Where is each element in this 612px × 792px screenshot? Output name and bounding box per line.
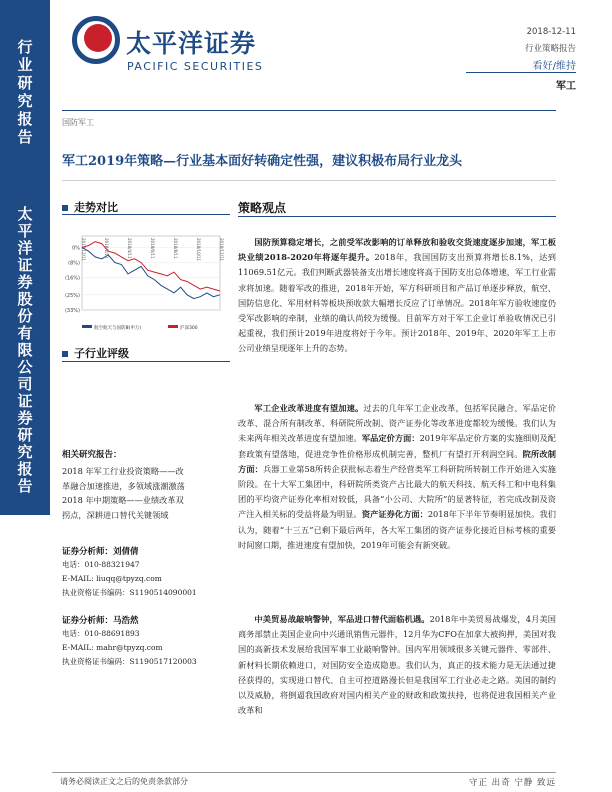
trend-heading: 走势对比 bbox=[62, 199, 118, 215]
related-reports bbox=[62, 464, 234, 522]
sidebar-company-name: 太平洋证券股份有限公司证券研究报告 bbox=[0, 185, 50, 515]
sidebar-report-category: 行业研究报告 bbox=[0, 0, 50, 185]
sub-rating-heading: 子行业评级 bbox=[62, 345, 129, 361]
strategy-rule bbox=[238, 216, 556, 217]
title-rule bbox=[62, 180, 556, 181]
analyst2-info bbox=[62, 627, 197, 669]
report-date: 2018-12-11 bbox=[526, 27, 576, 37]
industry-tag: 国防军工 bbox=[62, 118, 94, 127]
strategy-paragraph-3 bbox=[238, 612, 556, 718]
related-line[interactable]: 革融合加速推进，多领域涨潮激荡 bbox=[62, 480, 185, 491]
analyst2-license: 执业资格证书编码：S1190517120003 bbox=[62, 657, 197, 666]
y-tick-label: (33%) bbox=[64, 308, 80, 314]
strategy-paragraph-1 bbox=[238, 235, 556, 357]
analyst2-email[interactable]: E-MAIL: mahr@tpyzq.com bbox=[62, 643, 163, 652]
legend-label: 航空航天与国防Ⅲ(申万) bbox=[94, 326, 142, 331]
paragraph-body: 2018年中美贸易战爆发，4月美国商务部禁止美国企业向中兴通讯销售元器件，12月华为CFO在加拿大被拘押，美国对我国的高新技术发展给我国军事工业敲响警钟。国内军用领域很多关键元器件、零部件、新材料长期依赖进口，对国防安全造成隐患。我们认为，真正的技术能力是无法通过捷径获得的，实现进口替代、自主可控道路漫长但是我国军工行业必走之路。美国的制约以及威胁，将倒逼我国政府对国内相关产业的财政和政策扶持，也将促进我国相关产业改革和 bbox=[238, 614, 556, 716]
related-line[interactable]: 2018 年军工行业投资策略——改 bbox=[62, 466, 184, 476]
paragraph-body: 兵器工业第58所转企获批标志着生产经营类军工科研院所转制工作开始进入实施阶段。在十大军工集团中，科研院所类资产占比最大的航天科技、航天科工和中电科集团的平均资产证券化率相对较低，具备“小公司、大院所”的显著特征，若完成改制及资产注入相关标的受益将最为明显。 bbox=[238, 463, 556, 520]
logo-mark bbox=[84, 24, 112, 52]
analyst1-heading: 证券分析师：刘倩倩 bbox=[62, 547, 139, 557]
paragraph-subhead: 资产证券化方面： bbox=[361, 509, 428, 520]
x-tick-label: 2018/2/11 bbox=[104, 238, 109, 259]
trend-chart bbox=[58, 228, 228, 343]
related-line[interactable]: 2018 年中期策略——业绩改革双 bbox=[62, 495, 184, 505]
paragraph-body: 2019年军品定价方案的实施细则及配套政策有望落地，促进竞争性价格形成机制完善，整机厂有望打开利润空间。 bbox=[238, 433, 556, 459]
paragraph-subhead: 军品定价方面： bbox=[361, 433, 420, 444]
sub-rating-rule bbox=[62, 361, 230, 362]
paragraph-subhead: 院所改制方面： bbox=[238, 448, 556, 474]
x-tick-label: 2018/4/11 bbox=[127, 238, 132, 259]
analyst1-license: 执业资格证书编码：S1190514090001 bbox=[62, 588, 197, 597]
x-tick-label: 2018/10/11 bbox=[196, 238, 201, 262]
legend-swatch bbox=[82, 325, 92, 328]
x-tick-label: 2018/8/11 bbox=[173, 238, 178, 259]
legend-swatch bbox=[168, 325, 178, 328]
trend-rule bbox=[62, 214, 230, 215]
paragraph-body: 2018年下半年节奏明显加快。我们认为，随着“十三五”已剩下最后两年，各大军工集团的资产证券化接近目标考核的重要时间窗口期，推进速度有望加快，2019年可能会有新突破。 bbox=[238, 509, 556, 550]
x-tick-label: 2018/6/11 bbox=[150, 238, 155, 259]
x-tick-label: 2018/12/11 bbox=[219, 238, 224, 262]
bullet-icon bbox=[62, 205, 68, 211]
related-line[interactable]: 拐点，深耕进口替代关键领域 bbox=[62, 509, 169, 520]
sector-label: 军工 bbox=[556, 81, 576, 92]
footer-rule bbox=[52, 772, 556, 773]
analyst2-heading: 证券分析师：马浩然 bbox=[62, 616, 139, 626]
related-heading: 相关研究报告： bbox=[62, 450, 122, 460]
rating-divider bbox=[466, 72, 576, 73]
analyst1-info bbox=[62, 558, 197, 600]
paragraph-body: 2018年，我国国防支出预算将增长8.1%，达到11069.51亿元。我们判断武器装备支出增长速度将高于国防支出总体增速，军工行业需求将加速。随着军改的推进，2018年开始，军方科研项目和产品订单逐步释放，航空、国防信息化、军用材料等板块预收款大幅增长反应了订单情况。2018年军方验收速度仍受军改影响的牵制，业绩的确认尚较为缓慢。目前军方对于军工企业订单验收情况已引起重视，我们预计2019年进度将好于今年。预计2018年、2019年、2020年军工上市公司业绩呈现逐年上升的态势。 bbox=[238, 252, 556, 354]
report-type: 行业策略报告 bbox=[524, 44, 576, 54]
analyst1-email[interactable]: E-MAIL: liuqq@tpyzq.com bbox=[62, 574, 162, 583]
bullet-icon bbox=[62, 351, 68, 357]
footer-disclaimer: 请务必阅读正文之后的免责条款部分 bbox=[60, 777, 188, 786]
strategy-paragraph-2 bbox=[238, 401, 556, 553]
x-tick-label: 2017/12/11 bbox=[81, 238, 86, 262]
footer-motto: 守正 出奇 宁静 致远 bbox=[468, 778, 556, 788]
analyst2-phone: 电话：010-88691893 bbox=[62, 629, 140, 638]
rating: 看好/维持 bbox=[532, 61, 576, 72]
logo-chinese-name: 太平洋证券 bbox=[126, 29, 257, 58]
page-title: 军工2019年策略—行业基本面好转确定性强，建议积极布局行业龙头 bbox=[62, 154, 463, 169]
paragraph-lead: 国防预算稳定增长，之前受军改影响的订单释放和验收交货速度逐步加速，军工板块业绩2018-2020年将逐年提升。 bbox=[238, 237, 556, 263]
paragraph-body: 过去的几年军工企业改革，包括军民融合、军品定价改革、混合所有制改革、科研院所改制、资产证券化等改革进度都较为缓慢。我们认为未来两年相关改革进度有望加速。 bbox=[238, 403, 556, 444]
y-tick-label: 0% bbox=[72, 245, 80, 252]
y-tick-label: (25%) bbox=[64, 292, 80, 299]
sidebar-lower bbox=[0, 515, 50, 792]
logo-english-name: PACIFIC SECURITIES bbox=[127, 60, 264, 73]
y-tick-label: (16%) bbox=[64, 275, 80, 282]
legend-label: 沪深300 bbox=[180, 326, 198, 331]
analyst1-phone: 电话：010-88321947 bbox=[62, 560, 140, 569]
strategy-heading: 策略观点 bbox=[238, 201, 287, 215]
y-tick-label: (8%) bbox=[68, 260, 80, 267]
header-rule bbox=[62, 110, 556, 111]
paragraph-lead: 军工企业改革进度有望加速。 bbox=[254, 403, 364, 413]
paragraph-lead: 中美贸易战敲响警钟，军品进口替代面临机遇。 bbox=[254, 614, 430, 624]
